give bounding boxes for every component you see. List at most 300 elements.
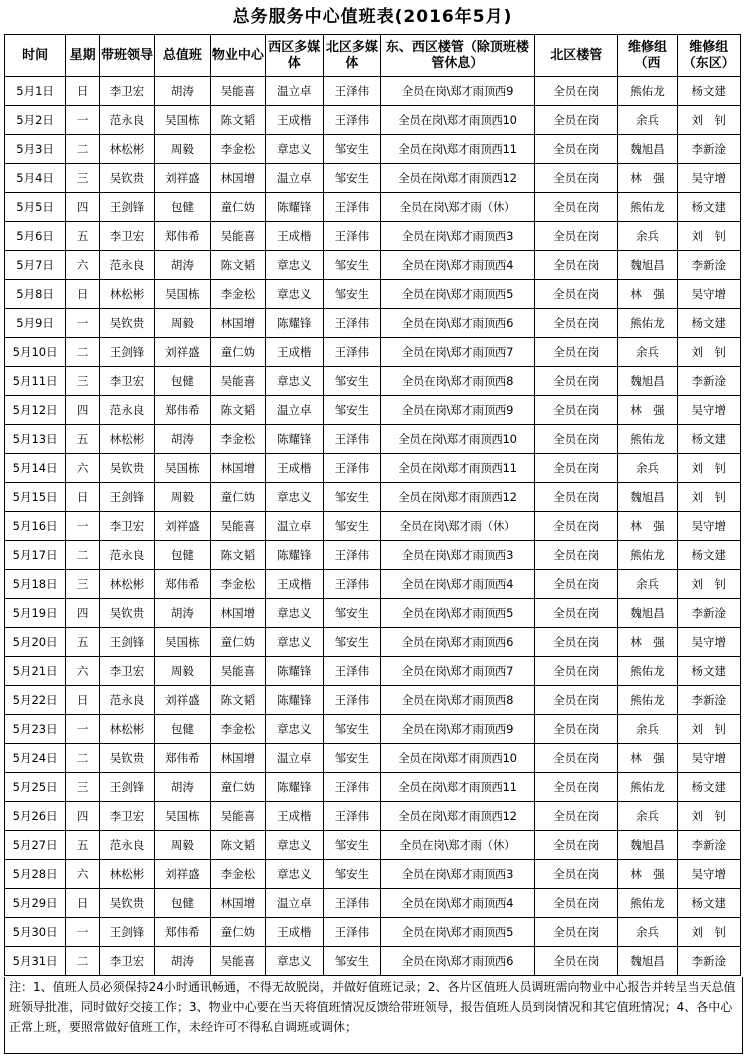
header-cell-chief-duty: 总值班 [154, 35, 210, 77]
cell-repair-west: 熊佑龙 [618, 425, 677, 454]
cell-weekday: 日 [66, 889, 100, 918]
cell-leader: 李卫宏 [100, 947, 155, 976]
cell-property-center: 林国增 [210, 744, 265, 773]
cell-north-multimedia: 王泽伟 [323, 918, 380, 947]
cell-date: 5月4日 [5, 164, 66, 193]
cell-east-west-building: 全员在岗\郑才雨顶西6 [380, 309, 534, 338]
cell-east-west-building: 全员在岗\郑才雨顶西11 [380, 135, 534, 164]
cell-north-multimedia: 邹安生 [323, 860, 380, 889]
cell-west-multimedia: 章忠义 [265, 135, 323, 164]
cell-leader: 李卫宏 [100, 512, 155, 541]
cell-north-multimedia: 王泽伟 [323, 454, 380, 483]
cell-date: 5月14日 [5, 454, 66, 483]
cell-west-multimedia: 王成楷 [265, 454, 323, 483]
cell-repair-west: 余兵 [618, 802, 677, 831]
cell-chief-duty: 周毅 [154, 309, 210, 338]
cell-repair-west: 余兵 [618, 570, 677, 599]
cell-property-center: 李金松 [210, 715, 265, 744]
header-cell-property-center: 物业中心 [210, 35, 265, 77]
cell-repair-west: 熊佑龙 [618, 657, 677, 686]
cell-repair-east: 刘 钊 [677, 918, 740, 947]
cell-date: 5月3日 [5, 135, 66, 164]
cell-leader: 林松彬 [100, 425, 155, 454]
cell-weekday: 日 [66, 686, 100, 715]
cell-chief-duty: 郑伟希 [154, 396, 210, 425]
cell-repair-west: 魏旭昌 [618, 599, 677, 628]
cell-property-center: 童仁妫 [210, 773, 265, 802]
cell-north-multimedia: 邹安生 [323, 483, 380, 512]
cell-repair-east: 刘 钊 [677, 570, 740, 599]
table-row [5, 715, 741, 744]
cell-north-building: 全员在岗 [535, 860, 618, 889]
cell-east-west-building: 全员在岗\郑才雨顶西6 [380, 947, 534, 976]
cell-chief-duty: 胡涛 [154, 773, 210, 802]
cell-date: 5月27日 [5, 831, 66, 860]
table-row [5, 802, 741, 831]
cell-date: 5月1日 [5, 77, 66, 106]
cell-date: 5月30日 [5, 918, 66, 947]
cell-repair-east: 杨文建 [677, 541, 740, 570]
cell-property-center: 童仁妫 [210, 628, 265, 657]
cell-weekday: 三 [66, 164, 100, 193]
table-row [5, 483, 741, 512]
cell-east-west-building: 全员在岗\郑才雨顶西9 [380, 715, 534, 744]
cell-repair-west: 余兵 [618, 454, 677, 483]
cell-west-multimedia: 王成楷 [265, 918, 323, 947]
table-row [5, 860, 741, 889]
table-row [5, 947, 741, 976]
cell-chief-duty: 吴国栋 [154, 280, 210, 309]
cell-repair-east: 吴守增 [677, 860, 740, 889]
cell-weekday: 一 [66, 715, 100, 744]
cell-leader: 吴钦贵 [100, 309, 155, 338]
cell-west-multimedia: 章忠义 [265, 251, 323, 280]
cell-repair-west: 熊佑龙 [618, 193, 677, 222]
cell-date: 5月12日 [5, 396, 66, 425]
cell-date: 5月21日 [5, 657, 66, 686]
cell-repair-east: 刘 钊 [677, 338, 740, 367]
cell-date: 5月24日 [5, 744, 66, 773]
cell-north-multimedia: 邹安生 [323, 599, 380, 628]
cell-property-center: 陈文韬 [210, 831, 265, 860]
cell-west-multimedia: 章忠义 [265, 483, 323, 512]
cell-repair-west: 熊佑龙 [618, 686, 677, 715]
cell-west-multimedia: 章忠义 [265, 715, 323, 744]
cell-east-west-building: 全员在岗\郑才雨顶西11 [380, 454, 534, 483]
cell-east-west-building: 全员在岗\郑才雨顶西12 [380, 483, 534, 512]
cell-date: 5月8日 [5, 280, 66, 309]
table-row [5, 454, 741, 483]
cell-leader: 王剑锋 [100, 193, 155, 222]
cell-property-center: 陈文韬 [210, 251, 265, 280]
table-row [5, 918, 741, 947]
table-row [5, 77, 741, 106]
cell-north-building: 全员在岗 [535, 367, 618, 396]
cell-property-center: 吴能喜 [210, 222, 265, 251]
cell-leader: 林松彬 [100, 715, 155, 744]
cell-leader: 林松彬 [100, 135, 155, 164]
cell-east-west-building: 全员在岗\郑才雨顶西3 [380, 222, 534, 251]
cell-north-multimedia: 邹安生 [323, 744, 380, 773]
cell-west-multimedia: 温立卓 [265, 744, 323, 773]
table-row [5, 425, 741, 454]
table-row [5, 831, 741, 860]
cell-leader: 王剑锋 [100, 918, 155, 947]
cell-weekday: 五 [66, 628, 100, 657]
cell-repair-east: 杨文建 [677, 773, 740, 802]
cell-property-center: 林国增 [210, 599, 265, 628]
cell-leader: 李卫宏 [100, 657, 155, 686]
cell-west-multimedia: 陈耀锋 [265, 309, 323, 338]
cell-leader: 吴钦贵 [100, 889, 155, 918]
cell-west-multimedia: 王成楷 [265, 802, 323, 831]
cell-north-multimedia: 邹安生 [323, 135, 380, 164]
cell-north-multimedia: 王泽伟 [323, 77, 380, 106]
cell-leader: 林松彬 [100, 280, 155, 309]
cell-west-multimedia: 章忠义 [265, 831, 323, 860]
cell-west-multimedia: 章忠义 [265, 599, 323, 628]
cell-repair-west: 余兵 [618, 715, 677, 744]
cell-repair-east: 刘 钊 [677, 802, 740, 831]
page-title: 总务服务中心值班表(2016年5月) [232, 7, 513, 27]
cell-chief-duty: 吴国栋 [154, 106, 210, 135]
cell-north-building: 全员在岗 [535, 628, 618, 657]
cell-repair-east: 杨文建 [677, 889, 740, 918]
cell-property-center: 童仁妫 [210, 483, 265, 512]
cell-north-multimedia: 邹安生 [323, 396, 380, 425]
cell-weekday: 一 [66, 106, 100, 135]
cell-leader: 李卫宏 [100, 77, 155, 106]
cell-date: 5月25日 [5, 773, 66, 802]
cell-north-multimedia: 邹安生 [323, 251, 380, 280]
cell-weekday: 日 [66, 77, 100, 106]
cell-west-multimedia: 温立卓 [265, 512, 323, 541]
cell-north-building: 全员在岗 [535, 454, 618, 483]
cell-chief-duty: 吴国栋 [154, 802, 210, 831]
cell-north-multimedia: 王泽伟 [323, 193, 380, 222]
cell-date: 5月9日 [5, 309, 66, 338]
cell-north-multimedia: 邹安生 [323, 367, 380, 396]
cell-repair-west: 魏旭昌 [618, 831, 677, 860]
cell-chief-duty: 胡涛 [154, 425, 210, 454]
cell-chief-duty: 吴国栋 [154, 628, 210, 657]
cell-weekday: 三 [66, 367, 100, 396]
cell-north-building: 全员在岗 [535, 164, 618, 193]
cell-leader: 范永良 [100, 541, 155, 570]
cell-chief-duty: 郑伟希 [154, 570, 210, 599]
cell-chief-duty: 胡涛 [154, 77, 210, 106]
cell-weekday: 四 [66, 193, 100, 222]
header-cell-east-west-building: 东、西区楼管（除顶班楼管休息） [380, 35, 534, 77]
cell-east-west-building: 全员在岗\郑才雨顶西4 [380, 570, 534, 599]
cell-chief-duty: 郑伟希 [154, 222, 210, 251]
cell-chief-duty: 周毅 [154, 135, 210, 164]
cell-leader: 吴钦贵 [100, 454, 155, 483]
cell-east-west-building: 全员在岗\郑才雨顶西3 [380, 541, 534, 570]
cell-north-building: 全员在岗 [535, 309, 618, 338]
cell-repair-west: 熊佑龙 [618, 77, 677, 106]
cell-weekday: 五 [66, 425, 100, 454]
cell-north-building: 全员在岗 [535, 541, 618, 570]
cell-date: 5月11日 [5, 367, 66, 396]
cell-date: 5月5日 [5, 193, 66, 222]
cell-repair-west: 林 强 [618, 164, 677, 193]
cell-north-building: 全员在岗 [535, 483, 618, 512]
cell-property-center: 童仁妫 [210, 193, 265, 222]
cell-east-west-building: 全员在岗\郑才雨顶西10 [380, 425, 534, 454]
cell-north-multimedia: 王泽伟 [323, 425, 380, 454]
cell-north-multimedia: 王泽伟 [323, 309, 380, 338]
cell-repair-east: 杨文建 [677, 657, 740, 686]
cell-date: 5月29日 [5, 889, 66, 918]
cell-north-building: 全员在岗 [535, 106, 618, 135]
cell-north-building: 全员在岗 [535, 135, 618, 164]
table-row [5, 309, 741, 338]
cell-repair-west: 魏旭昌 [618, 483, 677, 512]
cell-north-multimedia: 邹安生 [323, 512, 380, 541]
cell-property-center: 吴能喜 [210, 367, 265, 396]
cell-west-multimedia: 章忠义 [265, 947, 323, 976]
cell-property-center: 童仁妫 [210, 338, 265, 367]
cell-date: 5月6日 [5, 222, 66, 251]
cell-repair-east: 李新淦 [677, 686, 740, 715]
cell-north-building: 全员在岗 [535, 657, 618, 686]
cell-property-center: 林国增 [210, 164, 265, 193]
cell-repair-east: 李新淦 [677, 947, 740, 976]
cell-east-west-building: 全员在岗\郑才雨（休） [380, 193, 534, 222]
cell-date: 5月20日 [5, 628, 66, 657]
cell-chief-duty: 包健 [154, 193, 210, 222]
cell-weekday: 二 [66, 744, 100, 773]
cell-weekday: 二 [66, 541, 100, 570]
cell-date: 5月28日 [5, 860, 66, 889]
cell-leader: 王剑锋 [100, 483, 155, 512]
cell-chief-duty: 胡涛 [154, 599, 210, 628]
cell-repair-west: 余兵 [618, 338, 677, 367]
cell-repair-east: 刘 钊 [677, 715, 740, 744]
cell-property-center: 李金松 [210, 135, 265, 164]
cell-property-center: 林国增 [210, 889, 265, 918]
cell-weekday: 六 [66, 251, 100, 280]
cell-north-building: 全员在岗 [535, 251, 618, 280]
cell-repair-east: 吴守增 [677, 280, 740, 309]
cell-date: 5月31日 [5, 947, 66, 976]
cell-north-multimedia: 邹安生 [323, 164, 380, 193]
cell-east-west-building: 全员在岗\郑才雨顶西10 [380, 744, 534, 773]
cell-north-building: 全员在岗 [535, 831, 618, 860]
cell-north-multimedia: 王泽伟 [323, 541, 380, 570]
cell-north-building: 全员在岗 [535, 396, 618, 425]
cell-west-multimedia: 温立卓 [265, 889, 323, 918]
cell-weekday: 六 [66, 860, 100, 889]
cell-west-multimedia: 陈耀锋 [265, 193, 323, 222]
cell-west-multimedia: 王成楷 [265, 338, 323, 367]
cell-north-building: 全员在岗 [535, 77, 618, 106]
header-cell-time: 时间 [5, 35, 66, 77]
cell-chief-duty: 包健 [154, 715, 210, 744]
cell-repair-west: 魏旭昌 [618, 367, 677, 396]
cell-west-multimedia: 章忠义 [265, 860, 323, 889]
cell-chief-duty: 包健 [154, 889, 210, 918]
cell-east-west-building: 全员在岗\郑才雨（休） [380, 512, 534, 541]
cell-east-west-building: 全员在岗\郑才雨顶西6 [380, 628, 534, 657]
cell-date: 5月2日 [5, 106, 66, 135]
cell-repair-east: 吴守增 [677, 396, 740, 425]
cell-east-west-building: 全员在岗\郑才雨顶西5 [380, 599, 534, 628]
cell-north-multimedia: 王泽伟 [323, 106, 380, 135]
cell-property-center: 吴能喜 [210, 512, 265, 541]
cell-north-multimedia: 王泽伟 [323, 802, 380, 831]
cell-property-center: 吴能喜 [210, 802, 265, 831]
cell-repair-west: 余兵 [618, 106, 677, 135]
cell-leader: 李卫宏 [100, 802, 155, 831]
schedule-body [5, 77, 741, 976]
cell-date: 5月19日 [5, 599, 66, 628]
cell-chief-duty: 周毅 [154, 831, 210, 860]
cell-east-west-building: 全员在岗\郑才雨顶西4 [380, 251, 534, 280]
cell-chief-duty: 周毅 [154, 657, 210, 686]
cell-weekday: 五 [66, 831, 100, 860]
table-row [5, 106, 741, 135]
cell-weekday: 三 [66, 773, 100, 802]
cell-leader: 范永良 [100, 831, 155, 860]
cell-weekday: 四 [66, 599, 100, 628]
cell-north-building: 全员在岗 [535, 744, 618, 773]
cell-west-multimedia: 王成楷 [265, 106, 323, 135]
cell-weekday: 二 [66, 947, 100, 976]
cell-north-building: 全员在岗 [535, 570, 618, 599]
cell-repair-east: 杨文建 [677, 309, 740, 338]
table-row [5, 338, 741, 367]
cell-chief-duty: 胡涛 [154, 947, 210, 976]
cell-chief-duty: 刘祥盛 [154, 338, 210, 367]
cell-weekday: 日 [66, 483, 100, 512]
cell-repair-west: 林 强 [618, 628, 677, 657]
cell-west-multimedia: 章忠义 [265, 280, 323, 309]
cell-east-west-building: 全员在岗\郑才雨顶西3 [380, 860, 534, 889]
cell-chief-duty: 包健 [154, 367, 210, 396]
cell-date: 5月15日 [5, 483, 66, 512]
cell-repair-east: 刘 钊 [677, 222, 740, 251]
header-cell-leader: 带班领导 [100, 35, 155, 77]
cell-chief-duty: 周毅 [154, 483, 210, 512]
cell-weekday: 三 [66, 570, 100, 599]
header-cell-weekday: 星期 [66, 35, 100, 77]
cell-weekday: 六 [66, 454, 100, 483]
cell-repair-west: 林 强 [618, 280, 677, 309]
cell-repair-east: 吴守增 [677, 744, 740, 773]
cell-repair-east: 杨文建 [677, 425, 740, 454]
header-cell-north-building: 北区楼管 [535, 35, 618, 77]
cell-east-west-building: 全员在岗\郑才雨顶西5 [380, 918, 534, 947]
cell-east-west-building: 全员在岗\郑才雨顶西8 [380, 686, 534, 715]
cell-property-center: 吴能喜 [210, 77, 265, 106]
cell-property-center: 童仁妫 [210, 918, 265, 947]
cell-leader: 李卫宏 [100, 222, 155, 251]
cell-leader: 范永良 [100, 686, 155, 715]
cell-north-building: 全员在岗 [535, 338, 618, 367]
cell-repair-east: 杨文建 [677, 77, 740, 106]
cell-repair-west: 熊佑龙 [618, 773, 677, 802]
cell-repair-east: 李新淦 [677, 135, 740, 164]
cell-west-multimedia: 陈耀锋 [265, 773, 323, 802]
cell-weekday: 一 [66, 309, 100, 338]
cell-west-multimedia: 章忠义 [265, 628, 323, 657]
cell-north-building: 全员在岗 [535, 193, 618, 222]
cell-north-building: 全员在岗 [535, 425, 618, 454]
cell-east-west-building: 全员在岗\郑才雨（休） [380, 831, 534, 860]
schedule-table [4, 34, 741, 976]
cell-west-multimedia: 陈耀锋 [265, 425, 323, 454]
footnote: 注：1、值班人员必须保持24小时通讯畅通，不得无故脱岗，并做好值班记录；2、各片区值班人员调班需向物业中心报告并转呈当天总值班领导批准，同时做好交接工作；3、物业中心要在当天将值班情况反馈给带班领导，报告值班人员到岗情况和其它值班情况；4、各中心正常上班，要照常做好值班工作，未经许可不得私自调班或调休； [4, 977, 743, 1054]
cell-north-building: 全员在岗 [535, 715, 618, 744]
cell-east-west-building: 全员在岗\郑才雨顶西5 [380, 280, 534, 309]
cell-east-west-building: 全员在岗\郑才雨顶西9 [380, 396, 534, 425]
cell-weekday: 五 [66, 222, 100, 251]
cell-north-building: 全员在岗 [535, 947, 618, 976]
cell-north-multimedia: 王泽伟 [323, 889, 380, 918]
cell-east-west-building: 全员在岗\郑才雨顶西12 [380, 802, 534, 831]
cell-property-center: 吴能喜 [210, 657, 265, 686]
cell-chief-duty: 郑伟希 [154, 918, 210, 947]
header-cell-north-multimedia: 北区多媒体 [323, 35, 380, 77]
cell-leader: 王剑锋 [100, 773, 155, 802]
cell-property-center: 吴能喜 [210, 947, 265, 976]
table-row [5, 541, 741, 570]
cell-chief-duty: 刘祥盛 [154, 860, 210, 889]
cell-north-multimedia: 邹安生 [323, 628, 380, 657]
cell-leader: 林松彬 [100, 860, 155, 889]
cell-east-west-building: 全员在岗\郑才雨顶西10 [380, 106, 534, 135]
cell-date: 5月17日 [5, 541, 66, 570]
cell-north-multimedia: 邹安生 [323, 280, 380, 309]
cell-property-center: 陈文韬 [210, 541, 265, 570]
cell-weekday: 二 [66, 338, 100, 367]
cell-repair-east: 吴守增 [677, 512, 740, 541]
cell-leader: 王剑锋 [100, 628, 155, 657]
cell-date: 5月16日 [5, 512, 66, 541]
cell-weekday: 四 [66, 802, 100, 831]
cell-leader: 李卫宏 [100, 367, 155, 396]
cell-north-building: 全员在岗 [535, 918, 618, 947]
cell-repair-east: 杨文建 [677, 193, 740, 222]
cell-north-building: 全员在岗 [535, 773, 618, 802]
cell-weekday: 二 [66, 135, 100, 164]
cell-north-building: 全员在岗 [535, 512, 618, 541]
cell-leader: 范永良 [100, 251, 155, 280]
cell-west-multimedia: 温立卓 [265, 396, 323, 425]
cell-date: 5月26日 [5, 802, 66, 831]
table-row [5, 657, 741, 686]
cell-repair-west: 熊佑龙 [618, 541, 677, 570]
cell-date: 5月22日 [5, 686, 66, 715]
header-cell-repair-east: 维修组（东区） [677, 35, 740, 77]
cell-north-building: 全员在岗 [535, 802, 618, 831]
cell-date: 5月13日 [5, 425, 66, 454]
cell-north-multimedia: 王泽伟 [323, 338, 380, 367]
cell-east-west-building: 全员在岗\郑才雨顶西12 [380, 164, 534, 193]
cell-leader: 吴钦贵 [100, 744, 155, 773]
cell-repair-west: 林 强 [618, 512, 677, 541]
cell-chief-duty: 郑伟希 [154, 744, 210, 773]
cell-repair-east: 刘 钊 [677, 483, 740, 512]
cell-north-building: 全员在岗 [535, 222, 618, 251]
table-row [5, 367, 741, 396]
cell-north-multimedia: 王泽伟 [323, 657, 380, 686]
cell-west-multimedia: 温立卓 [265, 77, 323, 106]
cell-leader: 林松彬 [100, 570, 155, 599]
cell-repair-west: 魏旭昌 [618, 947, 677, 976]
